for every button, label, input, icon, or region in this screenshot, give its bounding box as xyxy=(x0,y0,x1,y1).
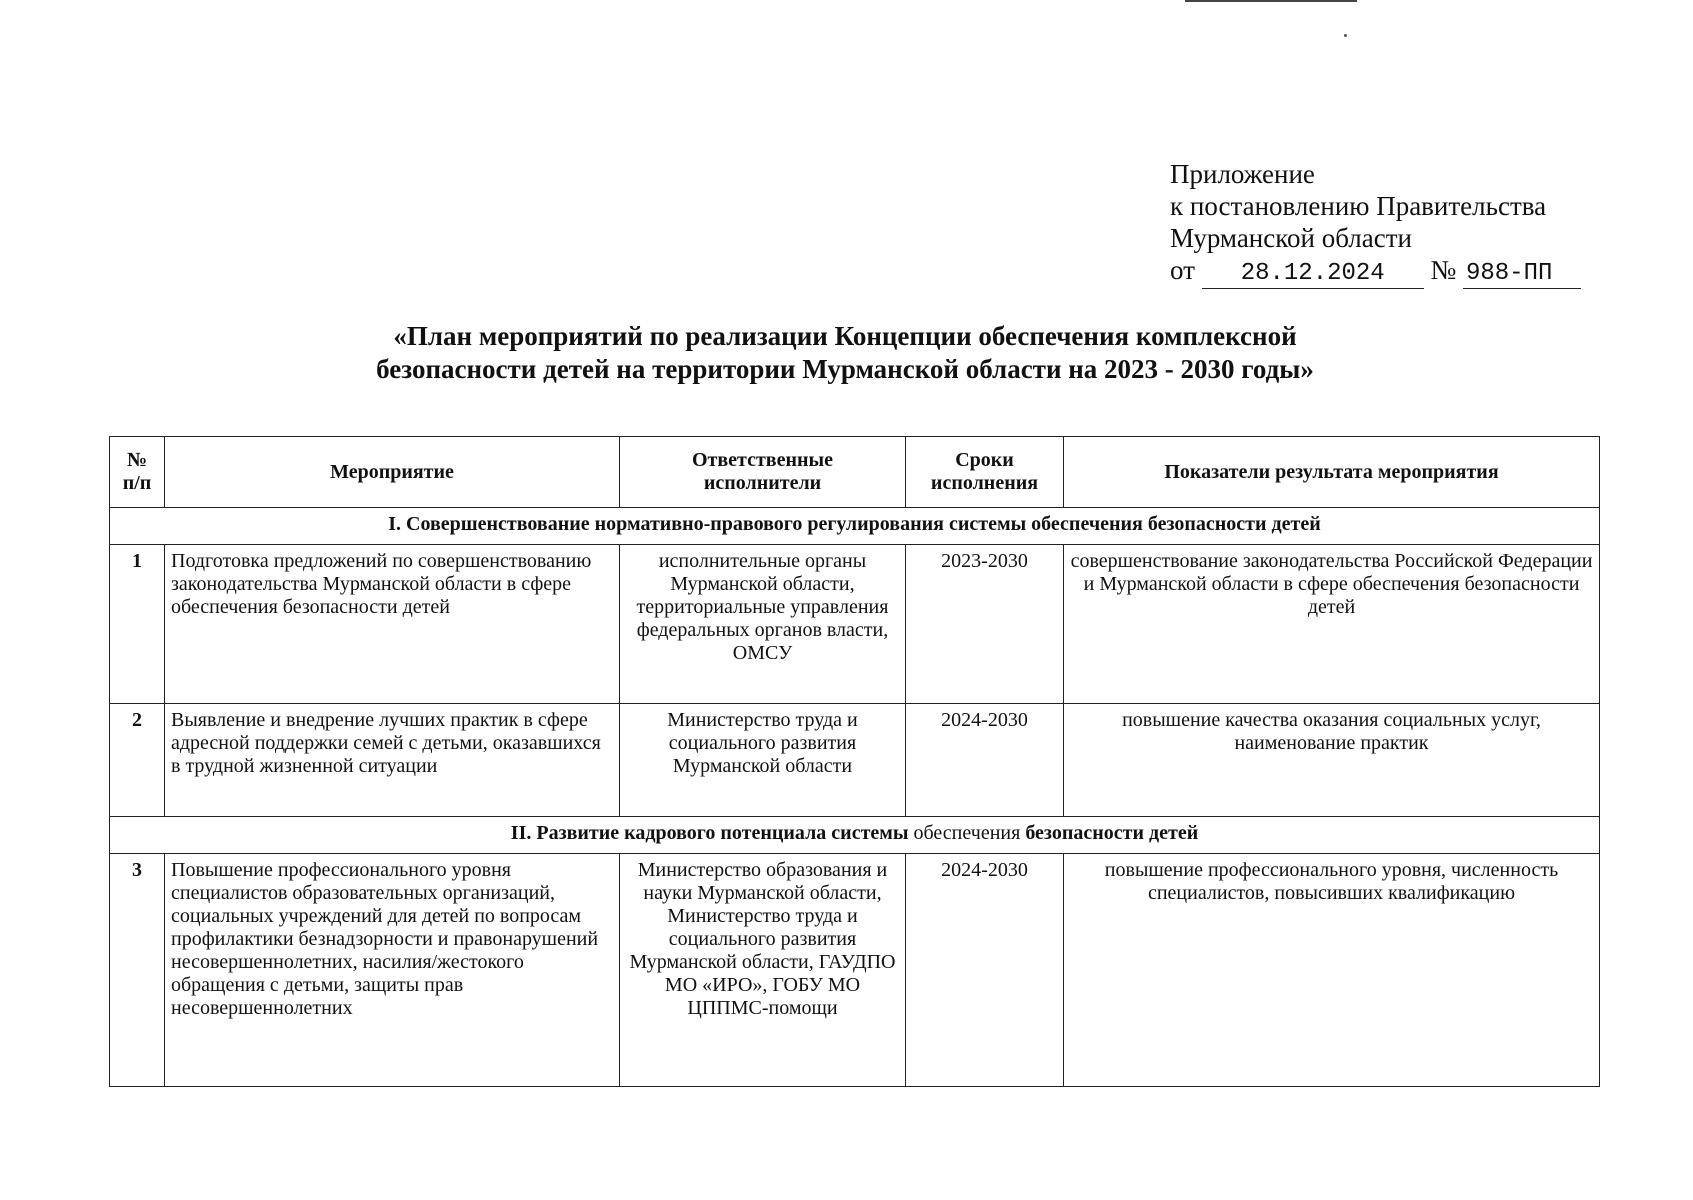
row-responsible: Министерство образования и науки Мурманской области, Министерство труда и социального развития Мурманской области, ГАУДПО МО «ИРО», ГОБУ МО ЦППМС-помощи xyxy=(620,854,906,1087)
header-responsible xyxy=(620,437,906,508)
table-row xyxy=(110,704,1600,817)
document-title xyxy=(110,320,1580,386)
row-event: Подготовка предложений по совершенствованию законодательства Мурманской области в сфере обеспечения безопасности детей xyxy=(165,545,620,704)
scan-top-rule xyxy=(1185,0,1357,2)
table-header-row xyxy=(110,437,1600,508)
section-2-title-normal: обеспечения xyxy=(913,822,1021,844)
appendix-date-line xyxy=(1170,254,1581,289)
table-row xyxy=(110,545,1600,704)
header-responsible-line-2: исполнители xyxy=(703,472,822,494)
header-terms-line-1: Сроки xyxy=(955,449,1014,471)
appendix-block xyxy=(1170,158,1581,289)
header-num xyxy=(110,437,165,508)
scan-speck xyxy=(1344,34,1347,37)
row-event: Повышение профессионального уровня специалистов образовательных организаций, социальных учреждений для детей по вопросам профилактики безнадзорности и правонарушений несовершеннолетних, насилия/жестокого обращения с детьми, защиты прав несовершеннолетних xyxy=(165,854,620,1087)
section-1-title: I. Совершенствование нормативно-правового регулирования системы обеспечения безопасности детей xyxy=(110,508,1600,545)
row-indicators: совершенствование законодательства Российской Федерации и Мурманской области в сфере обеспечения безопасности детей xyxy=(1064,545,1600,704)
header-num-line-2: п/п xyxy=(122,472,152,494)
section-row xyxy=(110,508,1600,545)
date-prefix: от xyxy=(1170,255,1195,285)
resolution-date: 28.12.2024 xyxy=(1202,260,1424,289)
header-event: Мероприятие xyxy=(165,437,620,508)
section-row xyxy=(110,817,1600,854)
row-terms: 2024-2030 xyxy=(906,704,1064,817)
resolution-number: 988-ПП xyxy=(1463,260,1581,289)
header-terms xyxy=(906,437,1064,508)
row-indicators: повышение качества оказания социальных услуг, наименование практик xyxy=(1064,704,1600,817)
appendix-line-3: Мурманской области xyxy=(1170,223,1412,253)
document-title-line-2: безопасности детей на территории Мурманской области на 2023 - 2030 годы» xyxy=(376,354,1314,384)
section-2-title-end: безопасности детей xyxy=(1025,822,1199,844)
table-row xyxy=(110,854,1600,1087)
row-indicators: повышение профессионального уровня, численность специалистов, повысивших квалификацию xyxy=(1064,854,1600,1087)
row-terms: 2023-2030 xyxy=(906,545,1064,704)
row-event: Выявление и внедрение лучших практик в сфере адресной поддержки семей с детьми, оказавшихся в трудной жизненной ситуации xyxy=(165,704,620,817)
header-num-line-1: № xyxy=(126,449,148,471)
row-num: 2 xyxy=(110,704,165,817)
section-2-title-bold: II. Развитие кадрового потенциала системы xyxy=(510,822,909,844)
appendix-line-2: к постановлению Правительства xyxy=(1170,191,1547,221)
row-responsible: Министерство труда и социального развития Мурманской области xyxy=(620,704,906,817)
row-num: 3 xyxy=(110,854,165,1087)
section-2-title xyxy=(110,817,1600,854)
number-prefix: № xyxy=(1430,255,1457,285)
header-terms-line-2: исполнения xyxy=(930,472,1039,494)
row-terms: 2024-2030 xyxy=(906,854,1064,1087)
appendix-line-1: Приложение xyxy=(1170,159,1315,189)
plan-table xyxy=(109,436,1600,1087)
row-responsible: исполнительные органы Мурманской области, территориальные управления федеральных органов власти, ОМСУ xyxy=(620,545,906,704)
document-title-line-1: «План мероприятий по реализации Концепции обеспечения комплексной xyxy=(393,321,1297,351)
row-num: 1 xyxy=(110,545,165,704)
header-responsible-line-1: Ответственные xyxy=(691,449,834,471)
header-indicators: Показатели результата мероприятия xyxy=(1064,437,1600,508)
